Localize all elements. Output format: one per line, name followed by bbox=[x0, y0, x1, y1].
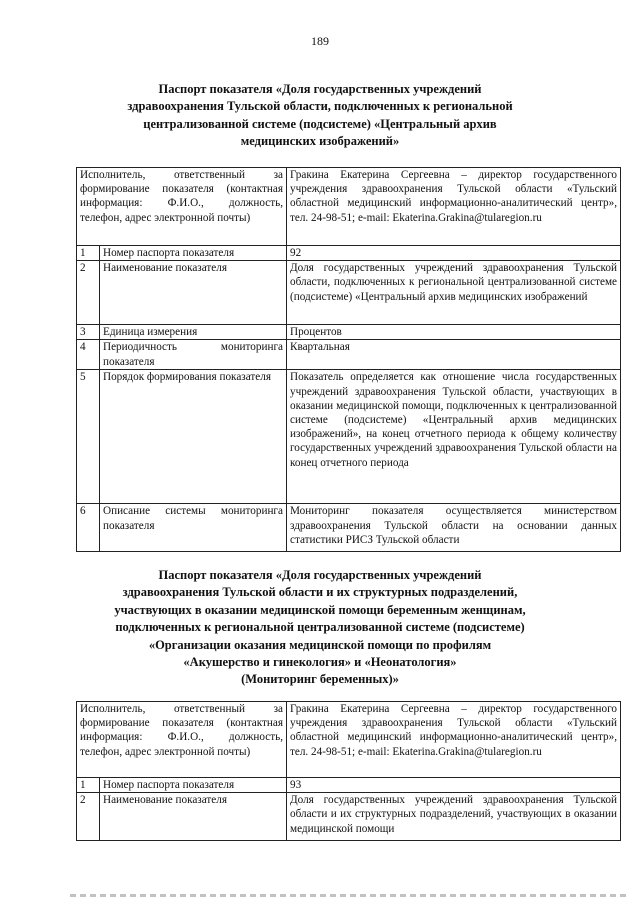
row-number: 6 bbox=[77, 504, 100, 552]
table-row bbox=[77, 168, 621, 246]
table-row bbox=[77, 246, 621, 261]
passport-1-table bbox=[76, 167, 621, 552]
table-row bbox=[77, 261, 621, 325]
row-number: 2 bbox=[77, 793, 100, 841]
row-label: Порядок формирования показателя bbox=[100, 370, 287, 504]
passport-1-title bbox=[70, 81, 570, 151]
executor-label: Исполнитель, ответственный за формирование показателя (контактная информация: Ф.И.О., должность, телефон, адрес электронной почты) bbox=[77, 168, 287, 246]
row-value: Доля государственных учреждений здравоохранения Тульской области, подключенных к региональной централизованной системе (подсистеме) «Центральный архив медицинских изображений bbox=[287, 261, 621, 325]
title-line: централизованной системе (подсистеме) «Центральный архив bbox=[143, 116, 497, 131]
table-row bbox=[77, 504, 621, 552]
row-label: Наименование показателя bbox=[100, 793, 287, 841]
title-line: здравоохранения Тульской области, подключенных к региональной bbox=[127, 99, 513, 114]
executor-value: Гракина Екатерина Сергеевна – директор государственного учреждения здравоохранения Тульской области «Тульский областной медицинский информационно-аналитический центр», тел. 24-98-51; e-mail: Ekaterina.Grakina@tularegion.ru bbox=[287, 702, 621, 778]
row-value: Мониторинг показателя осуществляется министерством здравоохранения Тульской области на основании данных статистики РИСЗ Тульской области bbox=[287, 504, 621, 552]
title-line: Паспорт показателя «Доля государственных учреждений bbox=[158, 568, 482, 582]
title-line: подключенных к региональной централизованной системе (подсистеме) bbox=[115, 620, 525, 635]
table-row bbox=[77, 370, 621, 504]
title-line: «Организации оказания медицинской помощи по профилям bbox=[148, 637, 492, 652]
passport-2-title bbox=[70, 567, 570, 689]
table-row bbox=[77, 793, 621, 841]
title-line: Паспорт показателя «Доля государственных учреждений bbox=[158, 82, 482, 96]
title-line: здравоохранения Тульской области и их структурных подразделений, bbox=[122, 585, 518, 600]
row-value: Доля государственных учреждений здравоохранения Тульской области и их структурных подразделений, участвующих в оказании медицинской помощи bbox=[287, 793, 621, 841]
passport-2-table bbox=[76, 701, 621, 841]
row-number: 2 bbox=[77, 261, 100, 325]
row-label: Номер паспорта показателя bbox=[100, 778, 287, 793]
row-value: Квартальная bbox=[287, 340, 621, 370]
row-value: Показатель определяется как отношение числа государственных учреждений здравоохранения Тульской области, участвующих в оказании медицинской помощи, подключенных к централизованной системе (подсистеме) «Центральный архив медицинских изображений», на конец отчетного периода к общему количеству государственных учреждений здравоохранения Тульской области на конец отчетного периода bbox=[287, 370, 621, 504]
table-row bbox=[77, 325, 621, 340]
row-number: 5 bbox=[77, 370, 100, 504]
row-label: Номер паспорта показателя bbox=[100, 246, 287, 261]
title-line: (Мониторинг беременных)» bbox=[241, 672, 399, 687]
table-row bbox=[77, 702, 621, 778]
row-number: 3 bbox=[77, 325, 100, 340]
title-line: «Акушерство и гинекология» и «Неонатология» bbox=[183, 655, 457, 670]
page-bottom-cut-line bbox=[70, 894, 630, 897]
row-number: 4 bbox=[77, 340, 100, 370]
row-value: Процентов bbox=[287, 325, 621, 340]
row-number: 1 bbox=[77, 246, 100, 261]
title-line: участвующих в оказании медицинской помощи беременным женщинам, bbox=[114, 602, 526, 617]
row-label: Периодичность мониторинга показателя bbox=[100, 340, 287, 370]
executor-label: Исполнитель, ответственный за формирование показателя (контактная информация: Ф.И.О., должность, телефон, адрес электронной почты) bbox=[77, 702, 287, 778]
row-number: 1 bbox=[77, 778, 100, 793]
table-row bbox=[77, 778, 621, 793]
row-label: Единица измерения bbox=[100, 325, 287, 340]
row-value: 93 bbox=[287, 778, 621, 793]
row-label: Описание системы мониторинга показателя bbox=[100, 504, 287, 552]
row-value: 92 bbox=[287, 246, 621, 261]
table-row bbox=[77, 340, 621, 370]
page-number: 189 bbox=[311, 34, 329, 48]
executor-value: Гракина Екатерина Сергеевна – директор государственного учреждения здравоохранения Тульской области «Тульский областной медицинский информационно-аналитический центр», тел. 24-98-51; e-mail: Ekaterina.Grakina@tularegion.ru bbox=[287, 168, 621, 246]
row-label: Наименование показателя bbox=[100, 261, 287, 325]
title-line: медицинских изображений» bbox=[240, 134, 400, 149]
